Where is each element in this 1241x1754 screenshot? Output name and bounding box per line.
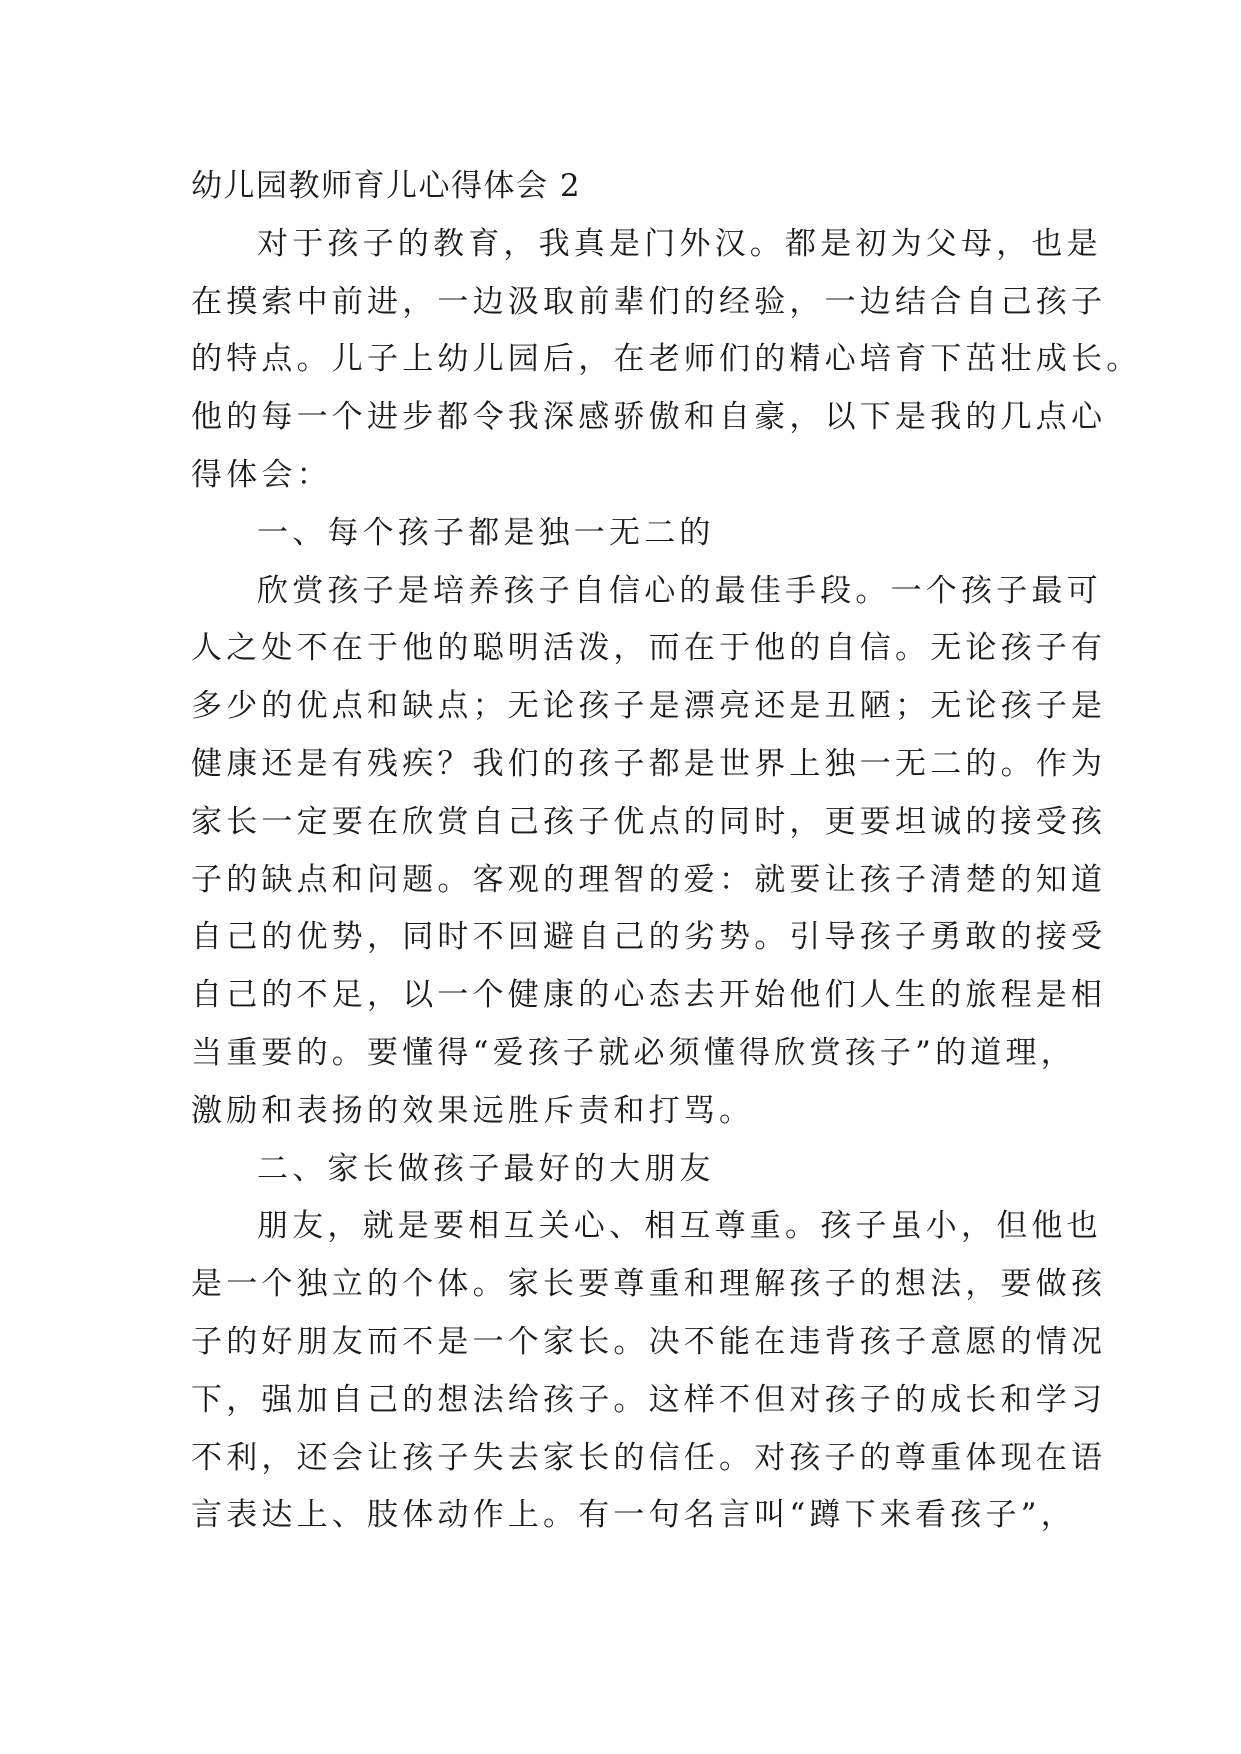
document-body <box>191 158 1142 1545</box>
document-title: 幼儿园教师育儿心得体会 2 <box>191 168 582 204</box>
paragraph-section-1-line: 子的缺点和问题。客观的理智的爱：就要让孩子清楚的知道 <box>191 861 1107 898</box>
paragraph-section-1-line: 人之处不在于他的聪明活泼，而在于他的自信。无论孩子有 <box>191 630 1107 667</box>
paragraph-section-2-line: 下，强加自己的想法给孩子。这样不但对孩子的成长和学习 <box>191 1381 1107 1418</box>
paragraph-section-2-line: 子的好朋友而不是一个家长。决不能在违背孩子意愿的情况 <box>191 1323 1107 1360</box>
paragraph-section-2-line: 不利，还会让孩子失去家长的信任。对孩子的尊重体现在语 <box>191 1439 1107 1476</box>
paragraph-intro-line: 对于孩子的教育，我真是门外汉。都是初为父母，也是 <box>257 225 1102 262</box>
paragraph-section-1-line: 多少的优点和缺点；无论孩子是漂亮还是丑陋；无论孩子是 <box>191 688 1107 725</box>
paragraph-intro-line: 在摸索中前进，一边汲取前辈们的经验，一边结合自己孩子 <box>191 283 1107 320</box>
paragraph-intro-line: 的特点。儿子上幼儿园后，在老师们的精心培育下茁壮成长。 <box>191 341 1142 378</box>
paragraph-section-2-line: 朋友，就是要相互关心、相互尊重。孩子虽小，但他也 <box>257 1208 1102 1245</box>
paragraph-section-1-line: 自己的不足，以一个健康的心态去开始他们人生的旅程是相 <box>191 977 1107 1014</box>
paragraph-section-2-line: 是一个独立的个体。家长要尊重和理解孩子的想法，要做孩 <box>191 1266 1107 1303</box>
section-heading-2: 二、家长做孩子最好的大朋友 <box>257 1150 715 1187</box>
paragraph-intro-line: 得体会： <box>191 456 332 493</box>
paragraph-section-1-line: 欣赏孩子是培养孩子自信心的最佳手段。一个孩子最可 <box>257 572 1102 609</box>
paragraph-section-1-line: 家长一定要在欣赏自己孩子优点的同时，更要坦诚的接受孩 <box>191 803 1107 840</box>
paragraph-section-2-line: 言表达上、肢体动作上。有一句名言叫“蹲下来看孩子”， <box>191 1497 1076 1534</box>
section-heading-1: 一、每个孩子都是独一无二的 <box>257 514 715 551</box>
paragraph-section-1-line: 健康还是有残疾？我们的孩子都是世界上独一无二的。作为 <box>191 745 1107 782</box>
paragraph-section-1-line: 自己的优势，同时不回避自己的劣势。引导孩子勇敢的接受 <box>191 919 1107 956</box>
paragraph-intro-line: 他的每一个进步都令我深感骄傲和自豪，以下是我的几点心 <box>191 399 1107 436</box>
paragraph-section-1-line: 激励和表扬的效果远胜斥责和打骂。 <box>191 1092 755 1129</box>
paragraph-section-1-line: 当重要的。要懂得“爱孩子就必须懂得欣赏孩子”的道理， <box>191 1034 1076 1071</box>
